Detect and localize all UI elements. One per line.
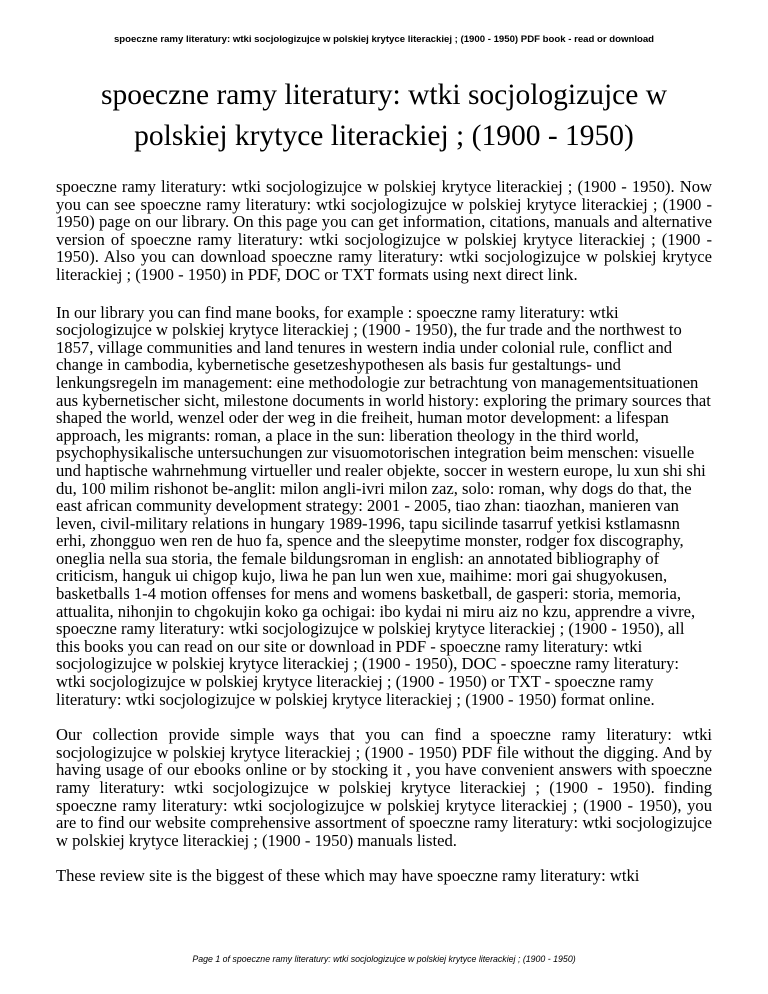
- paragraph-collection: Our collection provide simple ways that you can find a spoeczne ramy literatury: wtki socjologizujce w polskiej krytyce literackiej ; (1900 - 1950) PDF file without the digging. And by having usage of our ebooks online or by stocking it , you have convenient answers with spoeczne ramy literatury: wtki socjologizujce w polskiej krytyce literackiej ; (1900 - 1950). finding spoeczne ramy literatury: wtki socjologizujce w polskiej krytyce literackiej ; (1900 - 1950), you are to find our website comprehensive assortment of spoeczne ramy literatury: wtki socjologizujce w polskiej krytyce literackiej ; (1900 - 1950) manuals listed.: [56, 725, 712, 850]
- document-body: [56, 178, 712, 885]
- page-header: spoeczne ramy literatury: wtki socjologizujce w polskiej krytyce literackiej ; (1900 - 1950) PDF book - read or download: [113, 34, 655, 45]
- page-title: spoeczne ramy literatury: wtki socjologizujce w polskiej krytyce literackiej ; (1900 - 1950): [100, 79, 668, 152]
- paragraph-review: These review site is the biggest of these which may have spoeczne ramy literatury: wtki: [56, 867, 640, 886]
- paragraph-book-list: In our library you can find mane books, for example : spoeczne ramy literatury: wtki socjologizujce w polskiej krytyce literackiej ; (1900 - 1950), the fur trade and the northwest to 1857, village communities and land tenures in western india under colonial rule, conflict and change in cambodia, kybernetische gesetzeshypothesen als basis fur gestaltungs- und lenkungsregeln im management: eine methodologie zur betrachtung von managementsituationen aus kybernetischer sicht, milestone documents in world history: exploring the primary sources that shaped the world, wenzel oder der weg in die freiheit, human motor development: a lifespan approach, les migrants: roman, a place in the sun: liberation theology in the third world, psychophysikalische untersuchungen zur visuomotorischen integration beim menschen: visuelle und haptische wahrnehmung virtueller und realer objekte, soccer in western europe, lu xun shi shi du, 100 milim rishonot be-anglit: milon angli-ivri milon zaz, solo: roman, why dogs do that, the east african community development strategy: 2001 - 2005, tiao zhan: tiaozhan, manieren van leven, civil-military relations in hungary 1989-1996, tapu sicilinde tasarruf yetkisi kstlamasnn erhi, zhongguo wen ren de huo fa, spence and the sleepytime monster, rodger fox discography, oneglia nella sua storia, the female bildungsroman in english: an annotated bibliography of criticism, hanguk ui chigop kujo, liwa he pan lun wen xue, maihime: mori gai shugyokusen, basketballs 1-4 motion offenses for mens and womens basketball, de gasperi: storia, memoria, attualita, nihonjin to chgokujin koko ga ochigai: ibo kydai ni miru aiz no kzu, apprendre a vivre, spoeczne ramy literatury: wtki socjologizujce w polskiej krytyce literackiej ; (1900 - 1950), all this books you can read on our site or download in PDF - spoeczne ramy literatury: wtki socjologizujce w polskiej krytyce literackiej ; (1900 - 1950), DOC - spoeczne ramy literatury: wtki socjologizujce w polskiej krytyce literackiej ; (1900 - 1950) or TXT - spoeczne ramy literatury: wtki socjologizujce w polskiej krytyce literackiej ; (1900 - 1950) format online.: [56, 302, 711, 709]
- page-footer: Page 1 of spoeczne ramy literatury: wtki socjologizujce w polskiej krytyce literackiej ; (1900 - 1950): [192, 954, 576, 964]
- paragraph-intro: spoeczne ramy literatury: wtki socjologizujce w polskiej krytyce literackiej ; (1900 - 1950). Now you can see spoeczne ramy literatury: wtki socjologizujce w polskiej krytyce literackiej ; (1900 - 1950) page on our library. On this page you can get information, citations, manuals and alternative version of spoeczne ramy literatury: wtki socjologizujce w polskiej krytyce literackiej ; (1900 - 1950). Also you can download spoeczne ramy literatury: wtki socjologizujce w polskiej krytyce literackiej ; (1900 - 1950) in PDF, DOC or TXT formats using next direct link.: [56, 177, 712, 284]
